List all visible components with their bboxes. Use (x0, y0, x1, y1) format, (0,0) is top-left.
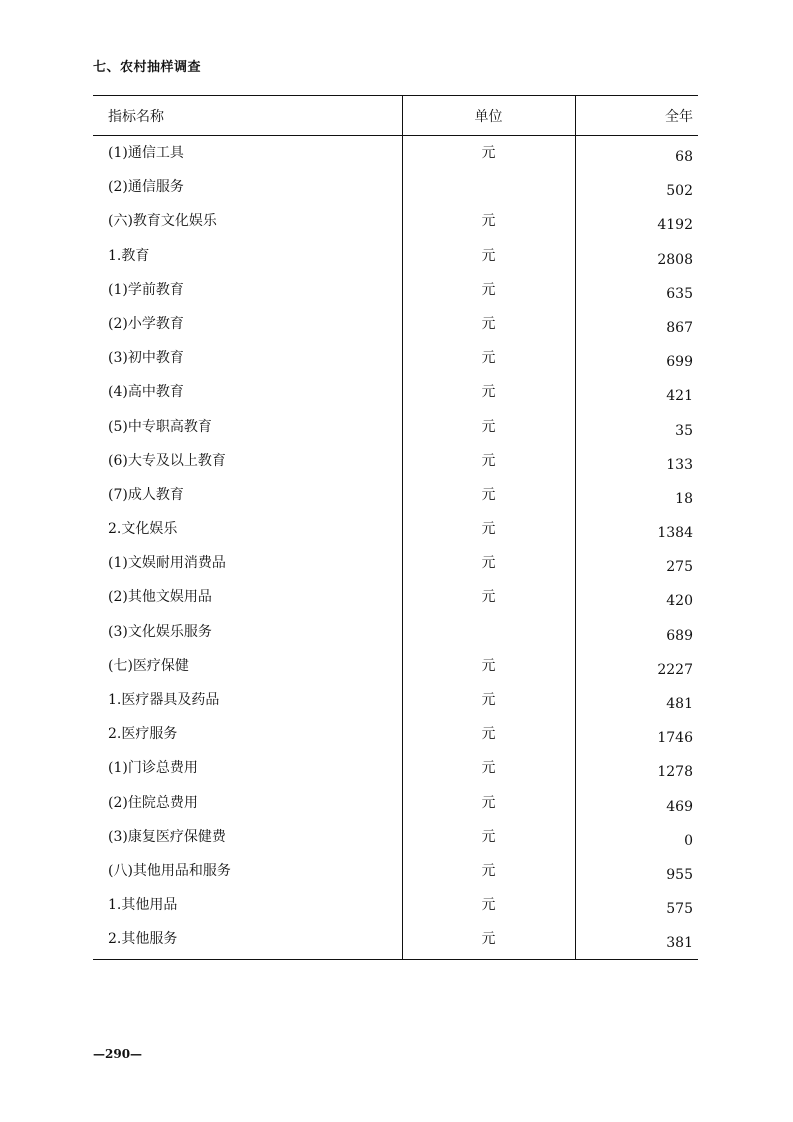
statistics-table (93, 95, 698, 960)
row-indicator-name: (2)小学教育 (93, 316, 402, 350)
row-value: 420 (666, 593, 693, 610)
table-row (93, 692, 698, 726)
row-unit (402, 624, 575, 658)
row-indicator-name: (7)成人教育 (93, 487, 402, 521)
table-row (93, 897, 698, 931)
table-row (93, 829, 698, 863)
row-indicator-name: (八)其他用品和服务 (93, 863, 402, 897)
row-indicator-name: (5)中专职高教育 (93, 419, 402, 453)
page-number: —290— (93, 1047, 143, 1061)
row-indicator-name: 2.其他服务 (93, 931, 402, 960)
table-row (93, 384, 698, 418)
row-value: 4192 (657, 217, 693, 234)
row-value: 35 (675, 422, 693, 439)
row-value: 381 (575, 931, 698, 960)
row-value: 275 (666, 559, 693, 576)
row-unit (402, 179, 575, 213)
row-unit: 元 (402, 419, 575, 453)
row-unit: 元 (402, 136, 575, 180)
row-value: 18 (675, 490, 693, 507)
table-row (93, 555, 698, 589)
table-row (93, 931, 698, 960)
header-full-year: 全年 (575, 96, 698, 136)
table-row (93, 487, 698, 521)
table-row (93, 213, 698, 247)
row-indicator-name: (1)门诊总费用 (93, 760, 402, 794)
row-indicator-name: 2.文化娱乐 (93, 521, 402, 555)
row-value: 1384 (657, 525, 693, 542)
row-value: 421 (666, 388, 693, 405)
row-indicator-name: (4)高中教育 (93, 384, 402, 418)
row-unit: 元 (402, 521, 575, 555)
row-value: 575 (666, 901, 693, 918)
row-value: 635 (666, 285, 693, 302)
row-indicator-name: (3)初中教育 (93, 350, 402, 384)
row-unit: 元 (402, 658, 575, 692)
row-value: 0 (684, 832, 693, 849)
row-unit: 元 (402, 555, 575, 589)
header-indicator-name: 指标名称 (93, 96, 402, 136)
row-indicator-name: (六)教育文化娱乐 (93, 213, 402, 247)
row-unit: 元 (402, 453, 575, 487)
row-indicator-name: (1)文娱耐用消费品 (93, 555, 402, 589)
table-row (93, 350, 698, 384)
row-value: 1746 (657, 730, 693, 747)
table-row (93, 795, 698, 829)
table-row (93, 624, 698, 658)
table-row (93, 282, 698, 316)
table-row (93, 521, 698, 555)
row-indicator-name: (3)文化娱乐服务 (93, 624, 402, 658)
row-value: 1278 (657, 764, 693, 781)
table-row (93, 863, 698, 897)
row-unit: 元 (402, 350, 575, 384)
row-unit: 元 (402, 760, 575, 794)
row-indicator-name: (3)康复医疗保健费 (93, 829, 402, 863)
row-value: 2227 (657, 661, 693, 678)
row-value: 2808 (657, 251, 693, 268)
table-row (93, 726, 698, 760)
row-value: 699 (666, 354, 693, 371)
table-row (93, 136, 698, 180)
row-indicator-name: 2.医疗服务 (93, 726, 402, 760)
row-indicator-name: (2)通信服务 (93, 179, 402, 213)
row-value: 469 (666, 798, 693, 815)
row-unit: 元 (402, 487, 575, 521)
row-unit: 元 (402, 589, 575, 623)
row-indicator-name: 1.教育 (93, 248, 402, 282)
row-indicator-name: 1.医疗器具及药品 (93, 692, 402, 726)
row-indicator-name: (1)通信工具 (93, 136, 402, 180)
row-value: 481 (666, 696, 693, 712)
table-header-row (93, 96, 698, 136)
row-unit: 元 (402, 795, 575, 829)
table-row (93, 453, 698, 487)
row-indicator-name: (七)医疗保健 (93, 658, 402, 692)
row-value: 689 (666, 627, 693, 644)
table-row (93, 316, 698, 350)
row-indicator-name: 1.其他用品 (93, 897, 402, 931)
row-unit: 元 (402, 213, 575, 247)
table-row (93, 419, 698, 453)
row-unit: 元 (402, 282, 575, 316)
row-unit: 元 (402, 692, 575, 726)
row-unit: 元 (402, 897, 575, 931)
row-unit: 元 (402, 931, 575, 960)
table-row (93, 658, 698, 692)
row-indicator-name: (2)其他文娱用品 (93, 589, 402, 623)
row-unit: 元 (402, 384, 575, 418)
table-row (93, 179, 698, 213)
row-unit: 元 (402, 829, 575, 863)
header-unit: 单位 (402, 96, 575, 136)
row-unit: 元 (402, 316, 575, 350)
row-value: 133 (666, 456, 693, 473)
row-indicator-name: (1)学前教育 (93, 282, 402, 316)
row-value: 955 (666, 866, 693, 883)
row-unit: 元 (402, 726, 575, 760)
table-row (93, 248, 698, 282)
row-value: 867 (666, 319, 693, 336)
row-unit: 元 (402, 248, 575, 282)
table-row (93, 589, 698, 623)
section-title: 七、农村抽样调查 (93, 60, 202, 75)
row-value: 68 (675, 149, 693, 165)
row-indicator-name: (2)住院总费用 (93, 795, 402, 829)
table-row (93, 760, 698, 794)
row-value: 502 (666, 183, 693, 200)
row-indicator-name: (6)大专及以上教育 (93, 453, 402, 487)
row-unit: 元 (402, 863, 575, 897)
